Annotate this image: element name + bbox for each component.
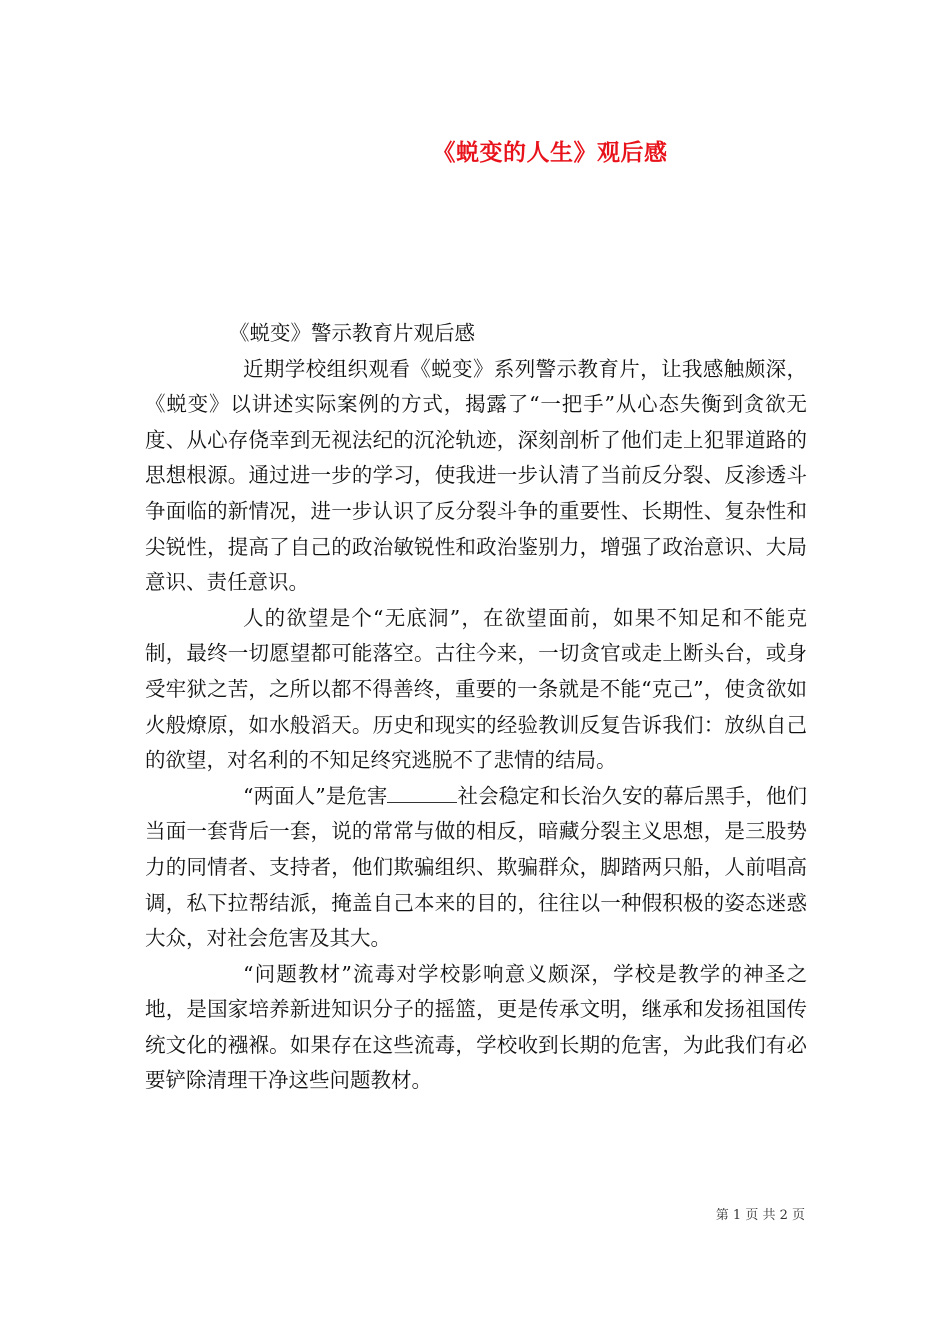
paragraph-3-end: 社会稳定和长治久安的幕后黑手，他们当面一套背后一套，说的常常与做的相反，暗藏分裂主义思想，是三股势力的同情者、支持者，他们欺骗组织、欺骗群众，脚踏两只船，人前唱高调，私下拉帮结派，掩盖自己本来的目的，往往以一种假积极的姿态迷惑大众，对社会危害及其大。 <box>145 783 807 951</box>
paragraph-4: “问题教材”流毒对学校影响意义颇深，学校是教学的神圣之地，是国家培养新进知识分子的摇篮，更是传承文明，继承和发扬祖国传统文化的襁褓。如果存在这些流毒，学校收到长期的危害，为此我们有必要铲除清理干净这些问题教材。 <box>145 961 807 1093</box>
paragraph-3 <box>145 779 807 957</box>
document-subtitle: 《蜕变》警示教育片观后感 <box>229 321 475 345</box>
document-body <box>145 316 807 1099</box>
paragraph-3-start: “两面人”是危害 <box>243 783 388 808</box>
page-number: 第 1 页 共 2 页 <box>715 1208 805 1223</box>
paragraph-2: 人的欲望是个“无底洞”，在欲望面前，如果不知足和不能克制，最终一切愿望都可能落空。古往今来，一切贪官或走上断头台，或身受牢狱之苦，之所以都不得善终，重要的一条就是不能“克己”，使贪欲如火般燎原，如水般滔天。历史和现实的经验教训反复告诉我们：放纵自己的欲望，对名利的不知足终究逃脱不了悲情的结局。 <box>145 605 807 773</box>
paragraph-1: 近期学校组织观看《蜕变》系列警示教育片，让我感触颇深，《蜕变》以讲述实际案例的方式，揭露了“一把手”从心态失衡到贪欲无度、从心存侥幸到无视法纪的沉沦轨迹，深刻剖析了他们走上犯罪道路的思想根源。通过进一步的学习，使我进一步认清了当前反分裂、反渗透斗争面临的新情况，进一步认识了反分裂斗争的重要性、长期性、复杂性和尖锐性，提高了自己的政治敏锐性和政治鉴别力，增强了政治意识、大局意识、责任意识。 <box>145 356 807 595</box>
fill-in-blank <box>387 782 457 803</box>
document-title: 《蜕变的人生》观后感 <box>432 139 668 166</box>
